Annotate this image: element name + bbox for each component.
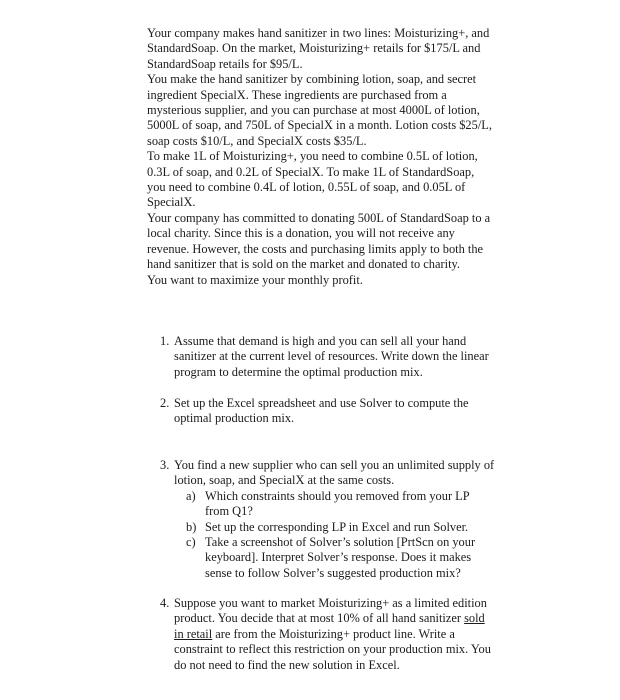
question-3-part-a-text: Which constraints should you removed from your LP from Q1?	[205, 488, 470, 519]
question-4-text-after: are from the Moisturizing+ product line. Write a constraint to reflect this restriction on your production mix. You do not need to find the new solution in Excel.	[174, 626, 491, 672]
question-4-underlined-phrase: sold in retail	[174, 611, 485, 641]
question-4	[160, 596, 496, 673]
question-3-part-c	[186, 535, 496, 581]
question-3-text: You find a new supplier who can sell you an unlimited supply of lotion, soap, and SpecialX at the same costs.	[174, 458, 495, 488]
question-3-part-c-label: c)	[186, 535, 196, 550]
question-2	[160, 396, 496, 427]
question-1-text: Assume that demand is high and you can sell all your hand sanitizer at the current level of resources. Write down the linear program to determine the optimal production mix.	[174, 334, 489, 379]
intro-paragraph-products: Your company makes hand sanitizer in two lines: Moisturizing+, and StandardSoap. On the market, Moisturizing+ retails for $175/L and StandardSoap retails for $95/L.	[147, 26, 490, 71]
question-3-part-a	[186, 489, 496, 520]
question-1	[160, 334, 496, 380]
question-4-number: 4.	[160, 596, 170, 610]
question-4-text	[174, 596, 496, 673]
question-3-part-a-label: a)	[186, 488, 196, 503]
question-3-number: 3.	[160, 458, 170, 472]
question-1-number: 1.	[160, 334, 170, 348]
question-2-number: 2.	[160, 396, 170, 410]
intro-paragraph-ingredients: You make the hand sanitizer by combining lotion, soap, and secret ingredient SpecialX. These ingredients are purchased from a mysterious supplier, and you can purchase at most 4000L of lotion, 5000L of soap, and 750L of SpecialX in a month. Lotion costs $25/L, soap costs $10/L, and SpecialX costs $35/L.	[147, 72, 492, 148]
question-3-part-b	[186, 520, 496, 535]
question-4-text-before: Suppose you want to market Moisturizing+ as a limited edition product. You decide that at most 10% of all hand sanitizer	[174, 596, 487, 626]
intro-paragraph-recipes: To make 1L of Moisturizing+, you need to combine 0.5L of lotion, 0.3L of soap, and 0.2L of SpecialX. To make 1L of StandardSoap, you need to combine 0.4L of lotion, 0.55L of soap, and 0.05L of SpecialX.	[147, 149, 478, 210]
question-3-part-c-text: Take a screenshot of Solver’s solution [PrtScn on your keyboard]. Interpret Solver’s response. Does it makes sense to follow Solver’s suggested production mix?	[205, 535, 476, 580]
question-3	[160, 458, 496, 581]
question-2-text: Set up the Excel spreadsheet and use Solver to compute the optimal production mix.	[174, 396, 469, 426]
intro-paragraph-objective: You want to maximize your monthly profit.	[147, 272, 363, 287]
question-3-part-b-text: Set up the corresponding LP in Excel and run Solver.	[205, 519, 469, 534]
intro-paragraph-donation: Your company has committed to donating 500L of StandardSoap to a local charity. Since this is a donation, you will not receive any revenue. However, the costs and purchasing limits apply to both the hand sanitizer that is sold on the market and donated to charity.	[147, 210, 491, 272]
question-3-part-b-label: b)	[186, 519, 197, 534]
problem-statement	[147, 26, 495, 288]
